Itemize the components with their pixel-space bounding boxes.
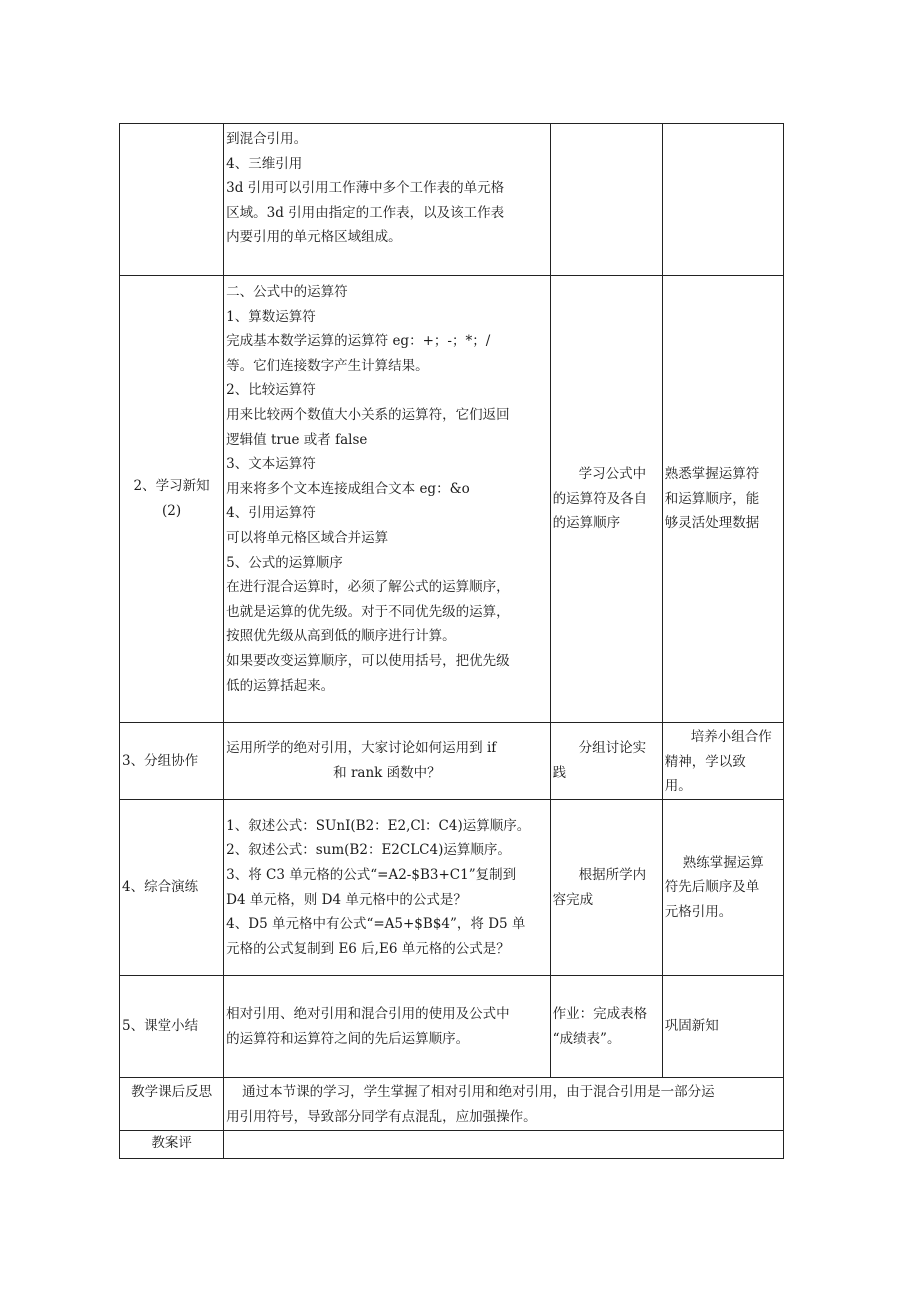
table-row <box>120 276 784 723</box>
content-line: 区域。3d 引用由指定的工作表，以及该工作表 <box>226 204 505 221</box>
reflection-label-cell <box>120 1078 224 1131</box>
goal-line: 巩固新知 <box>664 1018 719 1035</box>
goal-cell <box>662 976 783 1078</box>
content-line: 的运算符和运算符之间的先后运算顺序。 <box>226 1030 470 1047</box>
goal-line: 熟练掌握运算 <box>682 854 764 871</box>
activity-line: “成绩表”。 <box>552 1030 621 1047</box>
stage-label: 3、分组协作 <box>122 752 199 769</box>
content-line: 内要引用的单元格区域组成。 <box>226 229 402 246</box>
goal-line: 元格引用。 <box>664 903 733 920</box>
goal-line: 熟悉掌握运算符 <box>664 466 760 483</box>
content-line: D4 单元格，则 D4 单元格中的公式是？ <box>226 891 467 908</box>
content-line: 按照优先级从高到低的顺序进行计算。 <box>226 628 456 645</box>
content-line: 4、三维引用 <box>226 155 303 172</box>
content-line: 到混合引用。 <box>226 131 308 147</box>
goal-cell <box>662 723 783 800</box>
stage-cell <box>120 276 224 723</box>
content-line: 用来比较两个数值大小关系的运算符，它们返回 <box>226 406 510 423</box>
content-line: 等。它们连接数字产生计算结果。 <box>226 357 429 374</box>
activity-line: 根据所学内 <box>578 866 647 883</box>
goal-line: 和运算顺序，能 <box>664 490 760 507</box>
content-line: 3、文本运算符 <box>226 456 316 473</box>
activity-line: 的运算顺序 <box>552 515 621 532</box>
stage-cell <box>120 976 224 1078</box>
content-line: 逻辑值 true 或者 false <box>226 431 368 448</box>
activity-cell <box>550 800 662 976</box>
content-cell <box>224 976 550 1078</box>
goal-cell <box>662 800 783 976</box>
activity-line: 践 <box>552 765 567 781</box>
review-label: 教案评 <box>151 1135 192 1151</box>
goal-cell <box>662 276 783 723</box>
activity-line: 的运算符及各自 <box>552 490 648 507</box>
content-line: 1、算数运算符 <box>226 308 316 325</box>
content-line: 二、公式中的运算符 <box>226 284 348 300</box>
stage-label: 2、学习新知 <box>133 478 210 495</box>
content-line: 如果要改变运算顺序，可以使用括号，把优先级 <box>226 652 510 669</box>
content-line: 4、D5 单元格中有公式“=A5+$B$4”，将 D5 单 <box>226 916 526 933</box>
table-row <box>120 723 784 800</box>
goal-line: 培养小组合作 <box>690 729 772 745</box>
activity-cell <box>550 976 662 1078</box>
table-row <box>120 124 784 276</box>
content-line: 2、叙述公式：sum(B2：E2CLC4)运算顺序。 <box>226 842 511 859</box>
content-line: 也就是运算的优先级。对于不同优先级的运算， <box>226 603 510 620</box>
activity-line: 学习公式中 <box>578 466 647 483</box>
content-line: 低的运算括起来。 <box>226 677 335 694</box>
reflection-line: 通过本节课的学习，学生掌握了相对引用和绝对引用，由于混合引用是一部分运 <box>242 1084 715 1100</box>
activity-cell <box>550 723 662 800</box>
activity-line: 分组讨论实 <box>578 740 647 757</box>
table-row <box>120 976 784 1078</box>
content-line: 运用所学的绝对引用，大家讨论如何运用到 if <box>226 740 497 757</box>
goal-line: 用。 <box>664 778 692 795</box>
content-cell <box>224 800 550 976</box>
reflection-line: 用引用符号，导致部分同学有点混乱，应加强操作。 <box>226 1108 537 1125</box>
content-line: 2、比较运算符 <box>226 382 316 399</box>
lesson-plan-table <box>119 123 784 1159</box>
goal-cell <box>662 124 783 276</box>
content-line: 3d 引用可以引用工作薄中多个工作表的单元格 <box>226 180 505 197</box>
content-line: 在进行混合运算时，必须了解公式的运算顺序， <box>226 579 510 596</box>
stage-cell <box>120 800 224 976</box>
stage-label-sub: (2) <box>162 503 182 519</box>
content-line: 3、将 C3 单元格的公式“=A2-$B3+C1”复制到 <box>226 866 517 883</box>
activity-cell <box>550 276 662 723</box>
stage-cell <box>120 124 224 276</box>
stage-cell <box>120 723 224 800</box>
content-line: 用来将多个文本连接成组合文本 eg：&o <box>226 480 470 497</box>
activity-line: 作业：完成表格 <box>552 1005 648 1022</box>
table-row <box>120 1078 784 1131</box>
content-line: 相对引用、绝对引用和混合引用的使用及公式中 <box>226 1005 510 1022</box>
activity-line: 容完成 <box>552 891 594 908</box>
review-cell <box>224 1131 784 1159</box>
content-line: 完成基本数学运算的运算符 eg：+；-；*；/ <box>226 333 491 350</box>
activity-cell <box>550 124 662 276</box>
table-row <box>120 800 784 976</box>
content-cell <box>224 124 550 276</box>
content-line: 元格的公式复制到 E6 后,E6 单元格的公式是？ <box>226 940 510 957</box>
content-line: 1、叙述公式：SUnI(B2：E2,Cl：C4)运算顺序。 <box>226 817 531 834</box>
stage-label: 4、综合演练 <box>122 879 199 896</box>
goal-line: 符先后顺序及单 <box>664 879 760 896</box>
content-cell <box>224 276 550 723</box>
stage-label: 5、课堂小结 <box>122 1018 199 1035</box>
reflection-cell <box>224 1078 784 1131</box>
content-cell <box>224 723 550 800</box>
content-line: 4、引用运算符 <box>226 505 316 522</box>
review-label-cell <box>120 1131 224 1159</box>
reflection-label: 教学课后反思 <box>131 1084 213 1100</box>
content-line: 和 rank 函数中？ <box>333 765 441 781</box>
content-line: 5、公式的运算顺序 <box>226 554 343 571</box>
table-row <box>120 1131 784 1159</box>
goal-line: 精神，学以致 <box>664 753 746 770</box>
goal-line: 够灵活处理数据 <box>664 515 760 532</box>
content-line: 可以将单元格区域合并运算 <box>226 529 389 546</box>
